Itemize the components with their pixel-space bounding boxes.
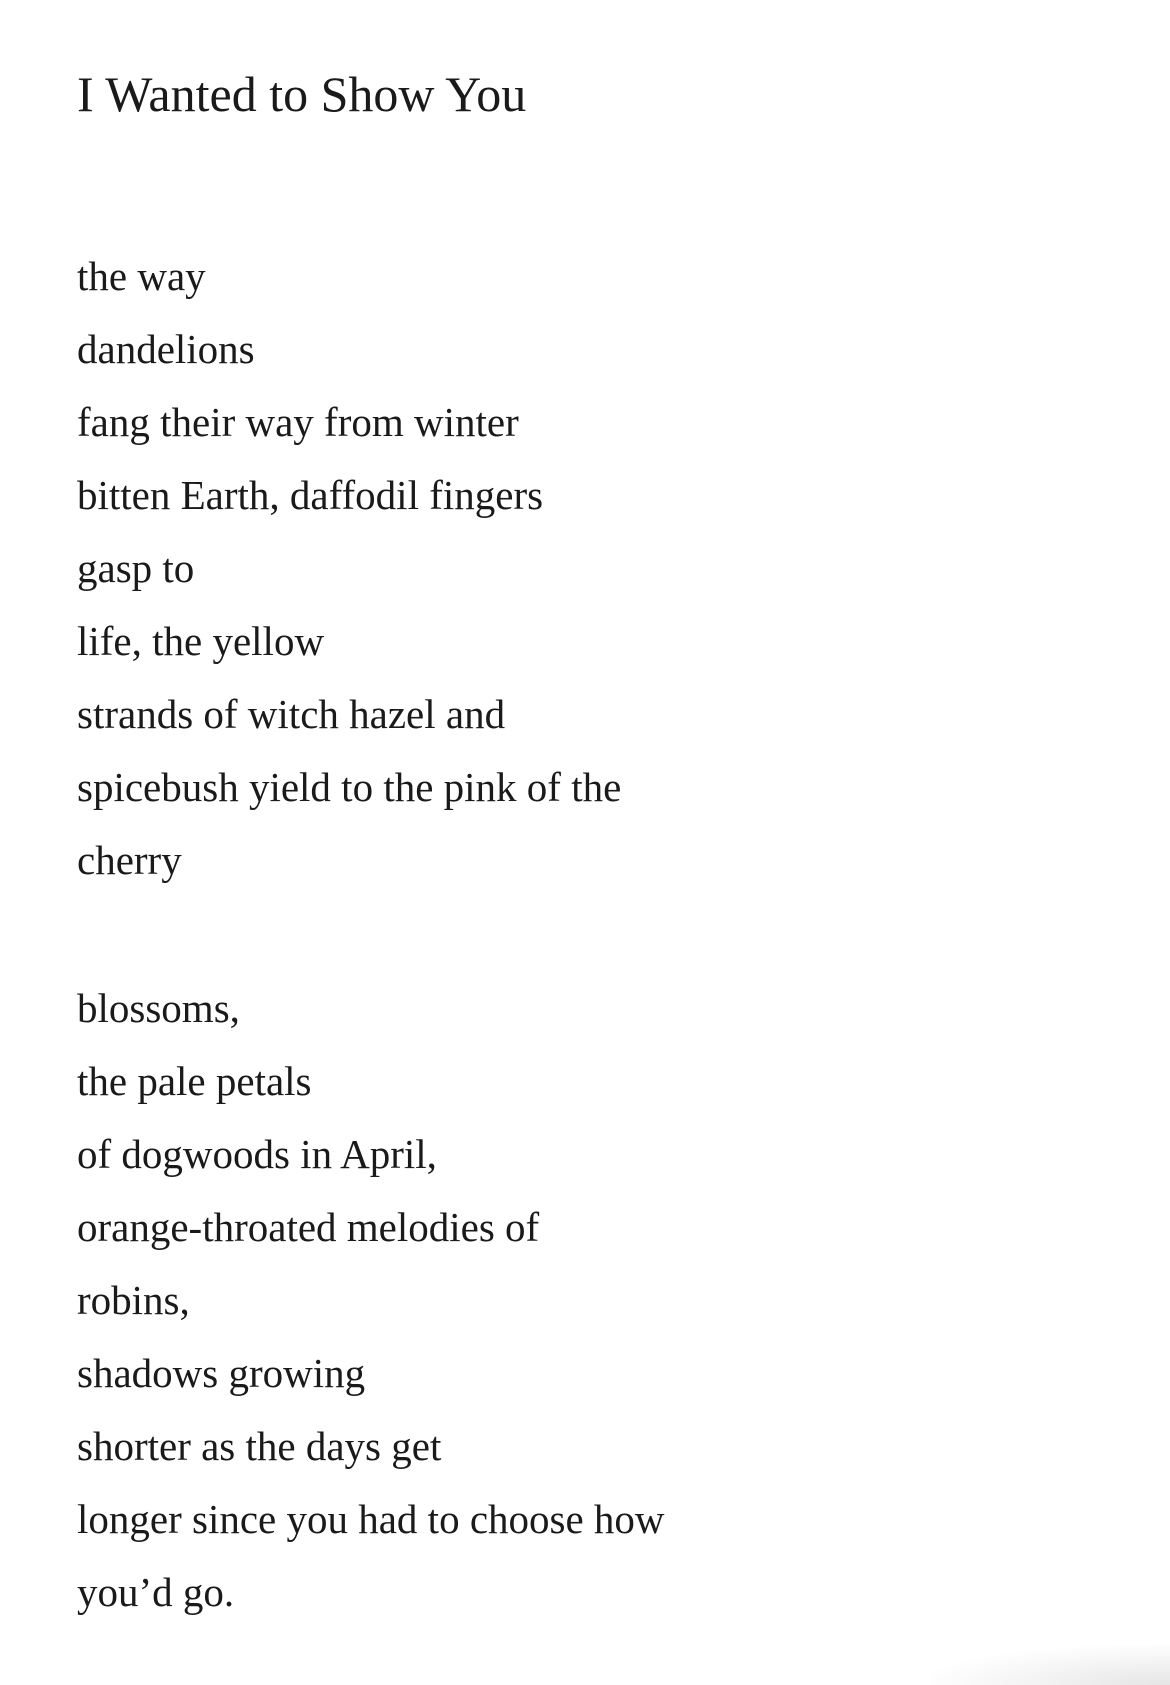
- poem-line: cherry: [77, 837, 182, 883]
- poem-line: spicebush yield to the pink of the: [77, 764, 622, 810]
- poem-line: shadows growing: [77, 1350, 366, 1396]
- poem-line: longer since you had to choose how: [77, 1496, 665, 1542]
- poem-line: orange-throated melodies of: [77, 1204, 540, 1250]
- poem-line: bitten Earth, daffodil fingers: [77, 472, 544, 518]
- poem-line: robins,: [77, 1277, 190, 1323]
- poem-line: shorter as the days get: [77, 1423, 442, 1469]
- stanza-2: [77, 972, 665, 1629]
- poem-line: life, the yellow: [77, 618, 325, 664]
- poem-line: the way: [77, 253, 206, 299]
- poem-line: blossoms,: [77, 985, 240, 1031]
- corner-shadow: [930, 1645, 1170, 1685]
- poem-line: of dogwoods in April,: [77, 1131, 437, 1177]
- poem-line: gasp to: [77, 545, 195, 591]
- poem-line: you’d go.: [77, 1569, 235, 1615]
- poem-line: fang their way from winter: [77, 399, 519, 445]
- poem-line: dandelions: [77, 326, 255, 372]
- poem-line: the pale petals: [77, 1058, 312, 1104]
- poem-line: strands of witch hazel and: [77, 691, 506, 737]
- stanza-1: [77, 240, 621, 897]
- poem-title: I Wanted to Show You: [77, 66, 527, 122]
